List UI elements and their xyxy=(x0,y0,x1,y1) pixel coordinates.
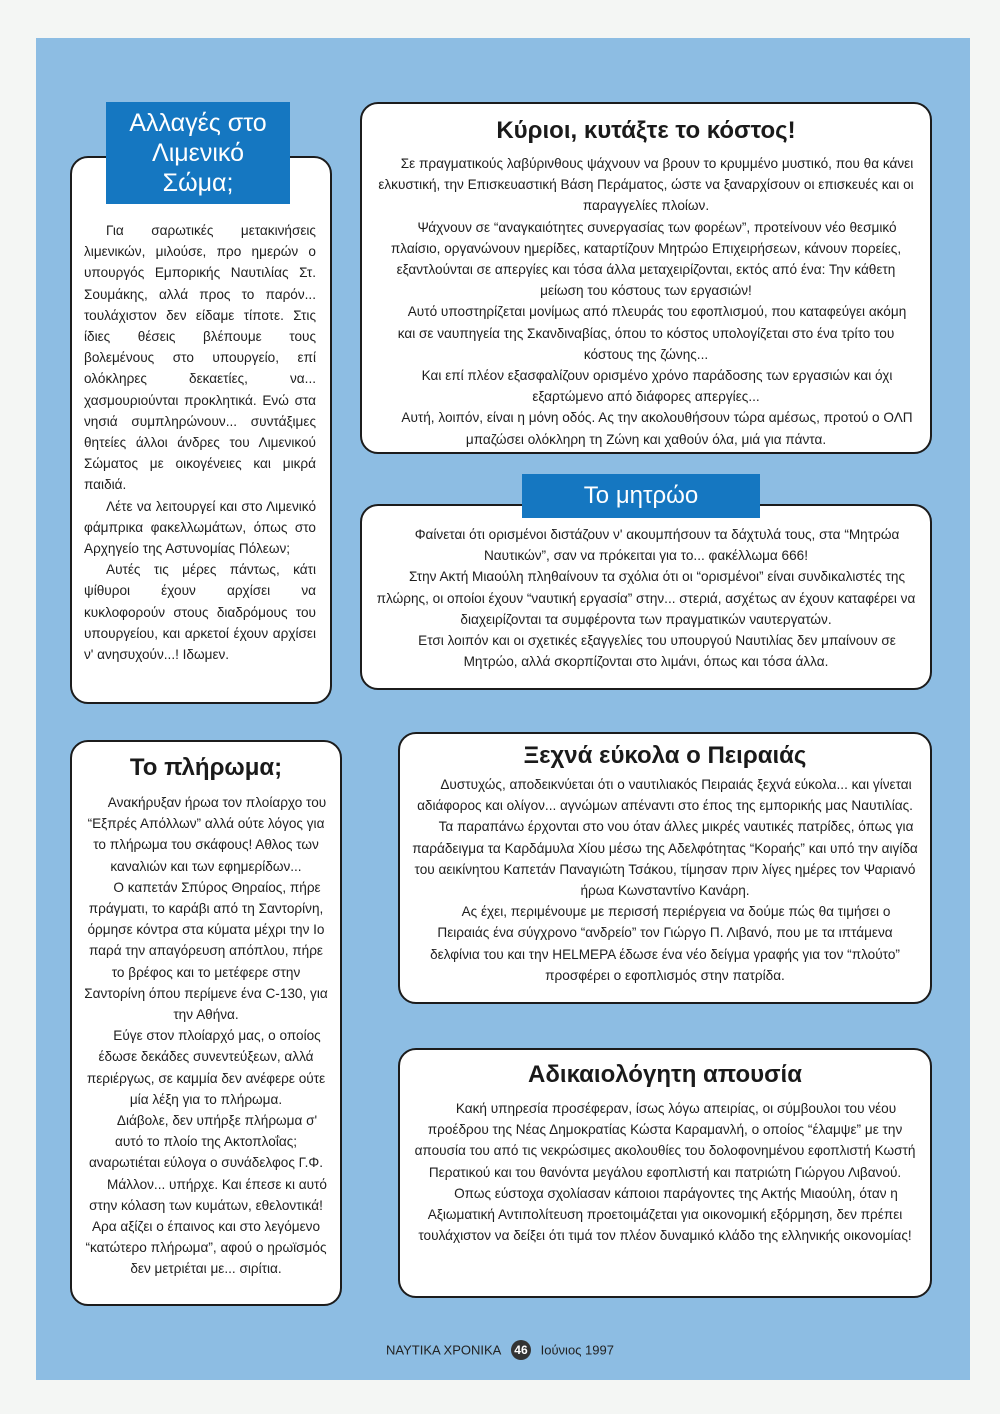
paragraph: Τα παραπάνω έρχονται στο νου όταν άλλες μικρές ναυτικές πατρίδες, όπως για παράδειγμα τα Καρδάμυλα Χίου μέσω της Αδελφότητας “Κοραής” και υπό την αιγίδα του αεικίνητου Καπετάν Παναγιώτη Τσάκου, τίμησαν πριν λίγες ημέρες τον Ψαριανό ήρωα Κωνσταντίνο Κανάρη. xyxy=(412,819,918,899)
article-box-peiraias xyxy=(398,732,932,1004)
paragraph: Σε πραγματικούς λαβύρινθους ψάχνουν να βρουν το κρυμμένο μυστικό, που θα κάνει ελκυστική, την Επισκευαστική Βάση Περάματος, ώστε να ξαναρχίσουν οι επισκευές και οι παραγγελίες πλοίων. xyxy=(378,156,914,214)
paragraph: Ο καπετάν Σπύρος Θηραίος, πήρε πράγματι, το καράβι από τη Σαντορίνη, όρμησε κόντρα στα κύματα μέχρι την Ιο παρά την απαγόρευση απόπλου, πήρε το βρέφος και το μετέφερε στην Σαντορίνη όπου περίμενε ένα C-130, για την Αθήνα. xyxy=(84,879,328,1023)
article-title-banner xyxy=(106,102,290,204)
paragraph: Λέτε να λειτουργεί και στο Λιμενικό φάμπρικα φακελλωμάτων, όπως στο Αρχηγείο της Αστυνομίας Πόλεων; xyxy=(84,498,316,557)
article-box-kostos xyxy=(360,102,932,454)
paragraph: Ψάχνουν σε “αναγκαιότητες συνεργασίας των φορέων”, προτείνουν νέο θεσμικό πλαίσιο, οργανώνουν ημερίδες, καταρτίζουν Μητρώο Επιχειρήσεων, κάνουν πορείες, εξαντλούνται σε απεργίες και τόσα άλλα μεταχειρίζονται, εκτός από ένα: Την κάθετη μείωση του κόστους των εργασιών! xyxy=(390,219,902,299)
paragraph: Οπως εύστοχα σχολίασαν κάποιοι παράγοντες της Ακτής Μιαούλη, όταν η Αξιωματική Αντιπολίτευση προετοιμάζεται για οικονομική εξόρμηση, δεν πρέπει τουλάχιστον να δείξει ότι τιμά τον πλέον δυναμικό κλάδο της ελληνικής οικονομίας! xyxy=(418,1185,912,1244)
paragraph: Για σαρωτικές μετακινήσεις λιμενικών, μιλούσε, προ ημερών ο υπουργός Εμπορικής Ναυτιλίας Στ. Σουμάκης, αλλά προς το παρόν... τουλάχιστον δεν είδαμε τίποτε. Στις ίδιες θέσεις βλέπουμε τους βολεμένους στο υπουργείο, επί ολόκληρες δεκαετίες, να... χασμουριούνται προκλητικά. Ενώ στα νησιά συμπληρώνουν... συντάξιμες θητείες άλλοι άνδρες του Λιμενικού Σώματος με οικογένειες και μικρά παιδιά. xyxy=(84,223,316,493)
paragraph: Φαίνεται ότι ορισμένοι διστάζουν ν' ακουμπήσουν τα δάχτυλά τους, στα “Μητρώα Ναυτικών”, σαν να πρόκειται για το... φακέλλωμα 666! xyxy=(414,527,900,564)
paragraph: Ετσι λοιπόν και οι σχετικές εξαγγελίες του υπουργού Ναυτιλίας δεν μπαίνουν σε Μητρώο, αλλά σκορπίζονται στο λιμάνι, όπως και τόσα άλλα. xyxy=(418,633,896,670)
article-title: Κύριοι, κυτάξτε το κόστος! xyxy=(496,117,796,144)
paragraph: Αυτό υποστηρίζεται μονίμως από πλευράς του εφοπλισμού, που καταφεύγει ακόμη και σε ναυπηγεία της Σκανδιναβίας, όπου το κόστος υπολογίζεται στο ένα τρίτο του κόστους της ζώνης... xyxy=(397,304,907,362)
paragraph: Μάλλον... υπήρχε. Και έπεσε κι αυτό στην κόλαση των κυμάτων, εθελοντικά! Αρα αξίζει ο έπαινος και στο λεγόμενο “κατώτερο πλήρωμα”, αφού ο ηρωϊσμός δεν μετριέται με... σιρίτια. xyxy=(85,1176,327,1277)
article-box-apousia xyxy=(398,1048,932,1298)
paragraph: Δυστυχώς, αποδεικνύεται ότι ο ναυτιλιακός Πειραιάς ξεχνά εύκολα... και γίνεται αδιάφορος και ολίγον... αγνώμων απέναντι στο έπος της εμπορικής μας Ναυτιλίας. xyxy=(417,777,913,814)
publication-name: ΝΑΥΤΙΚΑ ΧΡΟΝΙΚΑ xyxy=(386,1342,502,1358)
article-title: Το πλήρωμα; xyxy=(129,754,283,781)
page-footer xyxy=(0,1340,1000,1360)
article-box-limeniko xyxy=(70,156,332,704)
issue-date: Ιούνιος 1997 xyxy=(540,1342,614,1358)
paragraph: Διάβολε, δεν υπήρξε πλήρωμα σ' αυτό το πλοίο της Ακτοπλοΐας; αναρωτιέται εύλογα ο συνάδελφος Γ.Φ. xyxy=(88,1113,324,1171)
paragraph: Ανακήρυξαν ήρωα τον πλοίαρχο του “Εξπρές Απόλλων” αλλά ούτε λόγος για το πλήρωμα του σκάφους! Αθλος των καναλιών και των εφημερίδων... xyxy=(87,795,327,874)
paragraph: Αυτή, λοιπόν, είναι η μόνη οδός. Ας την ακολουθήσουν τώρα αμέσως, προτού ο ΟΛΠ μπαζώσει ολόκληρη τη Ζώνη και χαθούν όλα, μιά για πάντα. xyxy=(401,410,913,447)
paragraph: Και επί πλέον εξασφαλίζουν ορισμένο χρόνο παράδοσης των εργασιών και όχι εξαρτώμενο από διάφορες απεργίες... xyxy=(421,368,893,405)
paragraph: Αυτές τις μέρες πάντως, κάτι ψίθυροι έχουν αρχίσει να κυκλοφορούν στους διαδρόμους του υπουργείου, και αρκετοί έχουν αρχίσει ν' ανησυχούν...! Ιδωμεν. xyxy=(84,562,316,663)
article-box-pliroma xyxy=(70,740,342,1306)
article-title: Αλλαγές στο Λιμενικό Σώμα; xyxy=(129,109,267,197)
paragraph: Στην Ακτή Μιαούλη πληθαίνουν τα σχόλια ότι οι “ορισμένοι” είναι συνδικαλιστές της πλώρης, οι οποίοι έχουν “ναυτική εργασία” στην... στεριά, ασχέτως αν έχουν καταφέρει να διαχειρίζονται τα συμφέροντα των πραγματικών ναυτεργατών. xyxy=(376,569,916,627)
paragraph: Εύγε στον πλοίαρχό μας, ο οποίος έδωσε δεκάδες συνεντεύξεων, αλλά περιέργως, σε καμμία δεν ανέφερε ούτε μία λέξη για το πλήρωμα. xyxy=(86,1028,326,1107)
paragraph: Κακή υπηρεσία προσέφεραν, ίσως λόγω απειρίας, οι σύμβουλοι του νέου προέδρου της Νέας Δημοκρατίας Κώστα Καραμανλή, ο οποίος “έλαμψε” με την απουσία του από τις νεκρώσιμες ακολουθίες του δολοφονημένου εφοπλιστή Κωστή Περατικού και του θανόντα μεγάλου εφοπλιστή και πατριώτη Γιώργου Λιβανού. xyxy=(414,1101,916,1180)
article-title: Αδικαιολόγητη απουσία xyxy=(528,1061,802,1088)
page-number: 46 xyxy=(511,1340,531,1360)
paragraph: Ας έχει, περιμένουμε με περισσή περιέργεια να δούμε πώς θα τιμήσει ο Πειραιάς ένα σύγχρονο “ανδρείο” τον Γιώργο Π. Λιβανό, που με τα ιπτάμενα δελφίνια του και την HELMEPA έδωσε ένα νέο δείγμα γραφής για τον “πλούτο” προσφέρει ο εφοπλισμός στην πατρίδα. xyxy=(430,904,900,983)
article-title: Ξεχνά εύκολα ο Πειραιάς xyxy=(523,742,807,769)
article-title: Το μητρώο xyxy=(583,482,699,509)
article-title-banner xyxy=(522,474,760,518)
article-box-mitroo xyxy=(360,504,932,690)
